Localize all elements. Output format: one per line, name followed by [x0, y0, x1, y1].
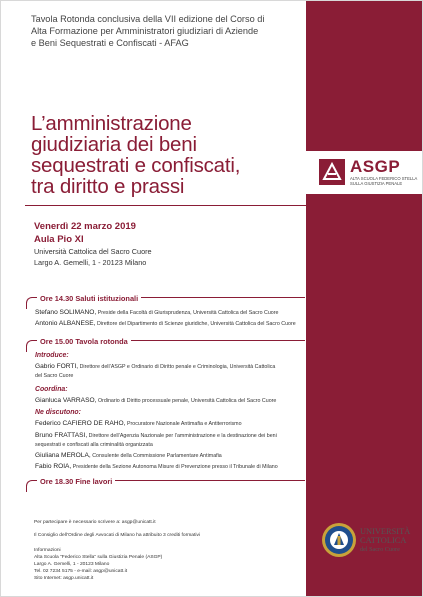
saluti-label: Ore 14.30 Saluti istituzionali [37, 294, 141, 303]
header-line: e Beni Sequestrati e Confiscati - AFAG [31, 38, 189, 48]
speaker-forti [35, 363, 300, 371]
credits-note: Il Consiglio dell’Ordine degli Avvocati di Milano ha attribuito 3 crediti formativi [34, 533, 200, 538]
fine-label: Ore 18.30 Fine lavori [37, 477, 115, 486]
speaker-roia [35, 463, 300, 471]
speaker-solimano [35, 309, 300, 317]
saluti-section-bar [26, 294, 305, 309]
info-line: Alta Scuola “Federico Stella” sulla Giustizia Penale (ASGP) [34, 555, 163, 560]
speaker-merola [35, 452, 300, 460]
title-line: tra diritto e prassi [31, 175, 185, 198]
side-color-band [306, 1, 423, 597]
ucsc-line: del Sacro Cuore [360, 546, 400, 553]
speaker-name: Gabrio FORTI, [35, 363, 79, 370]
speaker-name: Antonio ALBANESE, [35, 320, 96, 327]
event-address: Largo A. Gemelli, 1 - 20123 Milano [34, 258, 147, 267]
fine-section-bar [26, 477, 305, 492]
event-date: Venerdì 22 marzo 2019 [34, 221, 136, 232]
asgp-mark-icon [319, 159, 345, 185]
info-line: Largo A. Gemelli, 1 - 20123 Milano [34, 562, 110, 567]
event-room: Aula Pio XI [34, 234, 84, 245]
tavola-label: Ore 15.00 Tavola rotonda [37, 337, 131, 346]
speaker-name: Federico CAFIERO DE RAHO, [35, 420, 126, 427]
ucsc-name [360, 527, 410, 554]
info-block [34, 547, 264, 582]
speaker-role: Ordinario di Diritto processuale penale, Università Cattolica del Sacro Cuore [97, 398, 277, 404]
event-header [31, 13, 301, 49]
speaker-role: Consulente della Commissione Parlamentare Antimafia [92, 453, 222, 459]
speaker-role: Direttore dell’Agenzia Nazionale per l’amministrazione e la destinazione dei beni [88, 433, 277, 439]
discutono-label: Ne discutono: [35, 409, 81, 416]
speaker-name: Gianluca VARRASO, [35, 397, 97, 404]
speaker-frattasi-cont: sequestrati e confiscati alla criminalità organizzata [35, 442, 153, 448]
title-line: L’amministrazione [31, 112, 192, 135]
header-line: Alta Formazione per Amministratori giudiziari di Aziende [31, 26, 259, 36]
speaker-varraso [35, 397, 300, 405]
info-label: Informazioni [34, 548, 61, 553]
tavola-section-bar [26, 337, 305, 352]
header-line: Tavola Rotonda conclusiva della VII edizione del Corso di [31, 14, 265, 24]
title-line: giudiziaria dei beni [31, 133, 197, 156]
speaker-role: Presidente della Sezione Autonoma Misure di Prevenzione presso il Tribunale di Milano [72, 464, 278, 470]
speaker-role: Procuratore Nazionale Antimafia e Antiterrorismo [126, 421, 242, 427]
ucsc-line: CATTOLICA [360, 536, 407, 545]
speaker-name: Giuliana MEROLA, [35, 452, 91, 459]
speaker-role: Direttore del Dipartimento di Scienze giuridiche, Università Cattolica del Sacro Cuore [96, 321, 296, 327]
event-details [34, 220, 304, 268]
speaker-frattasi [35, 432, 300, 440]
speaker-name: Stefano SOLIMANO, [35, 309, 97, 316]
speaker-role: Direttore dell’ASGP e Ordinario di Diritto penale e Criminologia, Università Cattolica [79, 364, 276, 370]
speaker-cafiero [35, 420, 300, 428]
asgp-name: ASGP [350, 157, 401, 176]
ucsc-line: UNIVERSITÀ [360, 527, 411, 536]
info-line: Tel. 02 7234 5175 - e-mail: asgp@unicatt.it [34, 569, 128, 574]
introduce-label: Introduce: [35, 352, 69, 359]
info-line: Sito Internet: asgp.unicatt.it [34, 576, 94, 581]
speaker-forti-cont: del Sacro Cuore [35, 373, 74, 379]
asgp-subtitle: ALTA SCUOLA FEDERICO STELLA SULLA GIUSTIZIA PENALE [350, 176, 418, 186]
speaker-albanese [35, 320, 300, 328]
event-venue: Università Cattolica del Sacro Cuore [34, 247, 152, 256]
university-seal-icon [321, 522, 357, 558]
title-line: sequestrati e confiscati, [31, 154, 241, 177]
speaker-name: Fabio ROIA, [35, 463, 72, 470]
event-title [31, 113, 301, 197]
ucsc-logo [317, 520, 417, 560]
coordina-label: Coordina: [35, 386, 68, 393]
speaker-role: Preside della Facoltà di Giurisprudenza, Università Cattolica del Sacro Cuore [97, 310, 279, 316]
title-divider [25, 205, 306, 206]
registration-note: Per partecipare è necessario scrivere a: asgp@unicatt.it [34, 520, 156, 525]
asgp-logo [306, 151, 423, 194]
speaker-name: Bruno FRATTASI, [35, 432, 88, 439]
